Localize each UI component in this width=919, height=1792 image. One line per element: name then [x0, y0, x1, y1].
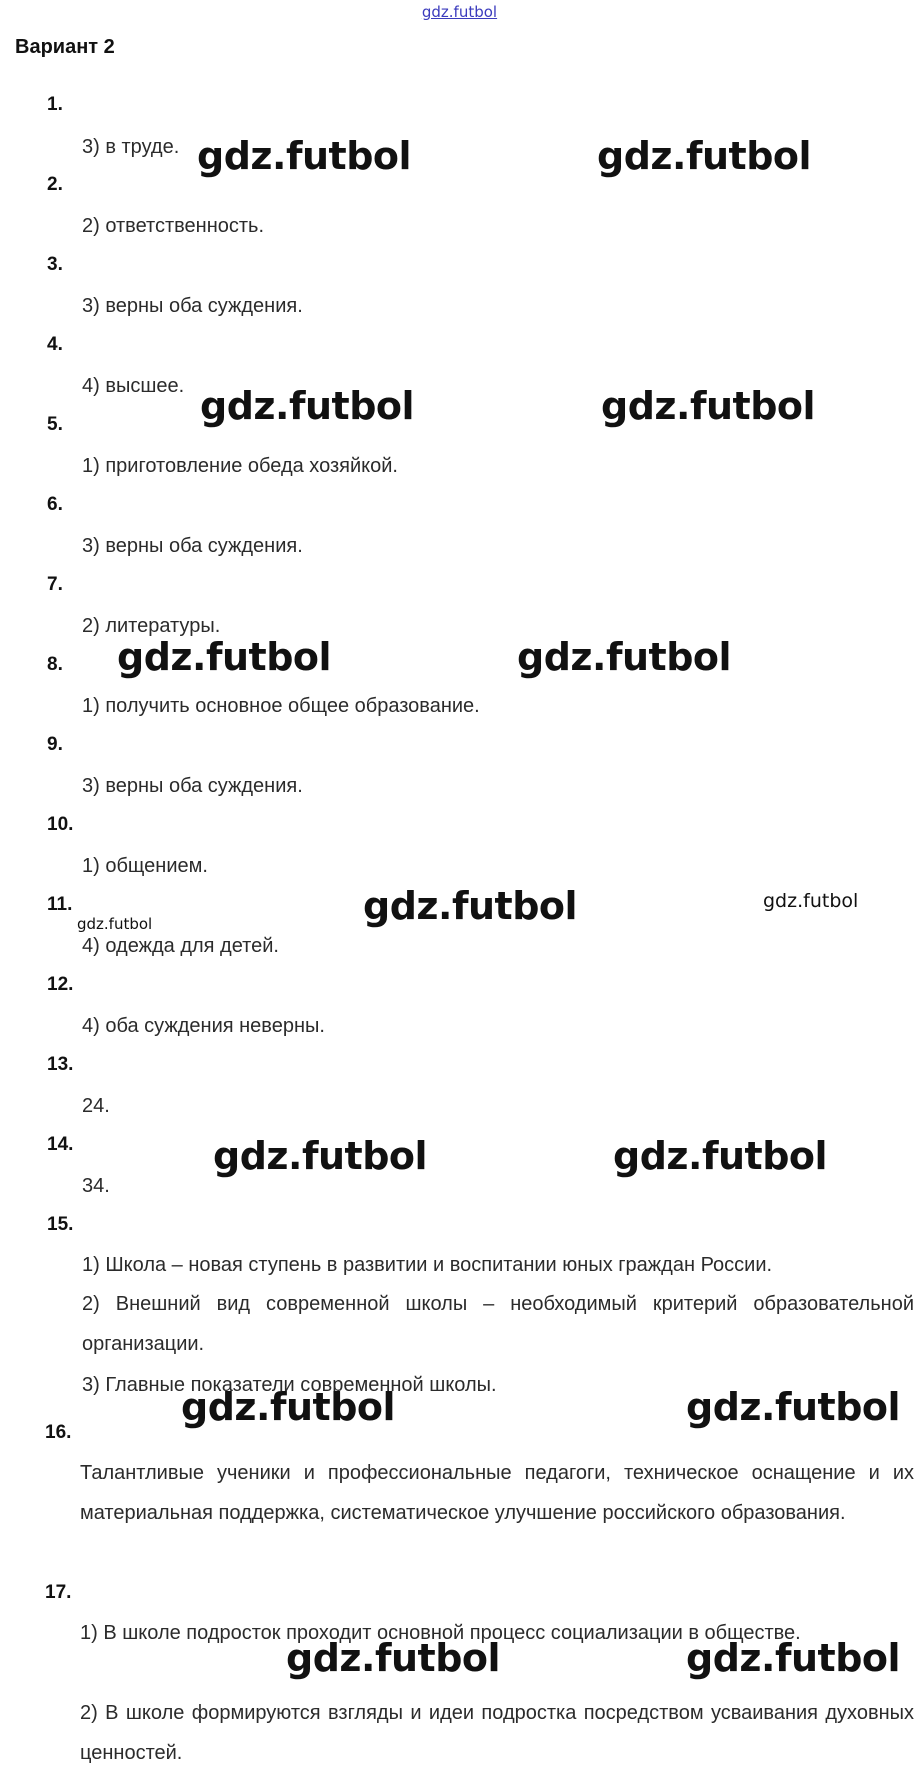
- answer-text: 4) оба суждения неверны.: [82, 1015, 325, 1037]
- answer-text: 24.: [82, 1095, 110, 1117]
- question-number: 2.: [47, 174, 63, 195]
- question-number: 10.: [47, 814, 74, 835]
- question-number: 4.: [47, 334, 63, 355]
- answer-text: 4) высшее.: [82, 375, 185, 397]
- watermark: gdz.futbol: [517, 635, 732, 679]
- question-number: 7.: [47, 574, 63, 595]
- answer-text: 3) верны оба суждения.: [82, 775, 303, 797]
- answer-paragraph: 2) В школе формируются взгляды и идеи подростка посредством усваивания духовных ценностей.: [80, 1702, 914, 1764]
- answer-paragraph: 1) В школе подросток проходит основной процесс социализации в обществе.: [80, 1622, 801, 1644]
- question-number: 6.: [47, 494, 63, 515]
- answer-text: 1) приготовление обеда хозяйкой.: [82, 455, 398, 477]
- answer-text: 3) верны оба суждения.: [82, 295, 303, 317]
- question-number: 15.: [47, 1214, 74, 1235]
- watermark: gdz.futbol: [77, 915, 153, 933]
- watermark: gdz.futbol: [613, 1134, 828, 1178]
- answer-text: 3) в труде.: [82, 136, 180, 158]
- answer-paragraph: Талантливые ученики и профессиональные педагоги, техническое оснащение и их материальная поддержка, систематическое улучшение российского образования.: [80, 1462, 914, 1524]
- top-watermark-link[interactable]: gdz.futbol: [421, 3, 498, 21]
- answer-line: 1) Школа – новая ступень в развитии и воспитании юных граждан России.: [82, 1254, 773, 1276]
- answer-text: 2) ответственность.: [82, 215, 265, 237]
- watermark: gdz.futbol: [601, 384, 816, 428]
- question-number: 11.: [47, 894, 73, 915]
- question-number: 16.: [45, 1422, 72, 1443]
- question-number: 14.: [47, 1134, 74, 1155]
- watermark: gdz.futbol: [181, 1385, 396, 1429]
- answer-text: 4) одежда для детей.: [82, 935, 279, 957]
- watermark: gdz.futbol: [213, 1134, 428, 1178]
- watermark: gdz.futbol: [200, 384, 415, 428]
- watermark: gdz.futbol: [597, 134, 812, 178]
- answer-text: 1) получить основное общее образование.: [82, 695, 480, 717]
- watermark: gdz.futbol: [686, 1636, 901, 1680]
- question-number: 3.: [47, 254, 63, 275]
- watermark: gdz.futbol: [763, 890, 859, 912]
- page-title: Вариант 2: [15, 36, 115, 58]
- answer-paragraph: 2) Внешний вид современной школы – необходимый критерий образовательной организации.: [82, 1293, 914, 1355]
- watermark: gdz.futbol: [117, 635, 332, 679]
- watermark: gdz.futbol: [197, 134, 412, 178]
- question-number: 13.: [47, 1054, 74, 1075]
- watermark: gdz.futbol: [686, 1385, 901, 1429]
- answer-line: 3) Главные показатели современной школы.: [82, 1374, 497, 1396]
- question-number: 8.: [47, 654, 63, 675]
- watermark: gdz.futbol: [286, 1636, 501, 1680]
- question-number: 1.: [47, 94, 63, 115]
- watermark: gdz.futbol: [363, 884, 578, 928]
- question-number: 12.: [47, 974, 74, 995]
- question-number: 17.: [45, 1582, 72, 1603]
- answer-text: 3) верны оба суждения.: [82, 535, 303, 557]
- question-number: 5.: [47, 414, 63, 435]
- answer-text: 1) общением.: [82, 855, 208, 877]
- answer-text: 2) литературы.: [82, 615, 221, 637]
- question-number: 9.: [47, 734, 63, 755]
- answer-text: 34.: [82, 1175, 110, 1197]
